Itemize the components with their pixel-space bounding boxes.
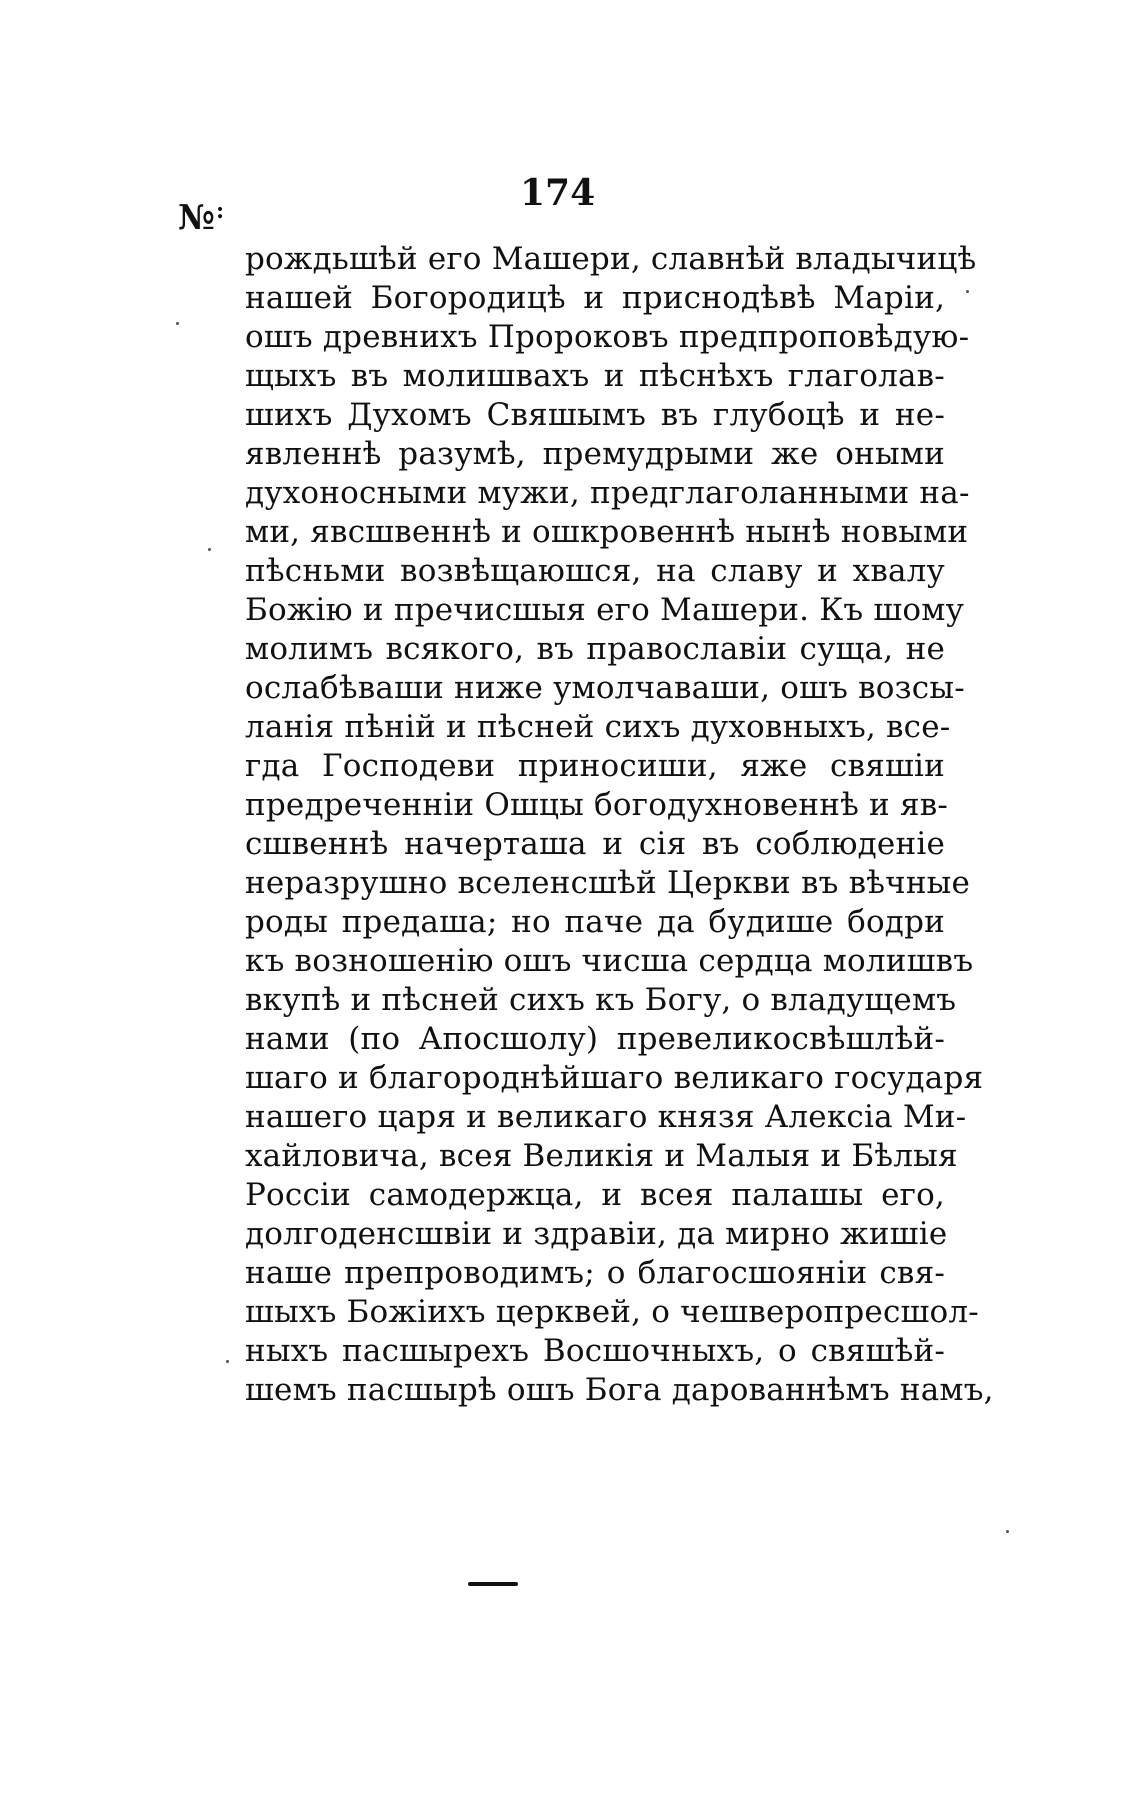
text-line: къ возношенію ошъ чисша сердца молишвъ	[245, 943, 974, 979]
scan-speck	[208, 548, 211, 551]
margin-number-sign: №:	[178, 198, 226, 238]
scan-speck	[966, 290, 969, 293]
page-number: 174	[520, 172, 596, 214]
text-line: вкупѣ и пѣсней сихъ къ Богу, о владущемъ	[245, 982, 957, 1018]
text-line: хайловича, всея Великія и Малыя и Бѣлыя	[245, 1138, 958, 1174]
body-text	[245, 240, 994, 1410]
end-rule	[468, 1582, 518, 1586]
text-line: явленнѣ разумѣ, премудрыми же оными	[245, 436, 945, 472]
text-line: шихъ Духомъ Свяшымъ въ глубоцѣ и не-	[245, 397, 945, 433]
text-line: щыхъ въ молишвахъ и пѣснѣхъ глаголав-	[245, 358, 945, 394]
text-line: ныхъ пасшырехъ Восшочныхъ, о свяшѣй-	[245, 1333, 945, 1369]
text-line: гда Господеви приносиши, яже свяшіи	[245, 748, 945, 784]
text-line: молимъ всякого, въ православіи суща, не	[245, 631, 945, 667]
text-line: наше препроводимъ; о благосшояніи свя-	[245, 1255, 945, 1291]
text-line: шыхъ Божіихъ церквей, о чешверопресшол-	[245, 1294, 979, 1330]
text-line: роды предаша; но паче да будише бодри	[245, 904, 945, 940]
text-line: ланія пѣній и пѣсней сихъ духовныхъ, все-	[245, 709, 951, 745]
text-line: ослабѣваши ниже умолчаваши, ошъ возсы-	[245, 670, 965, 706]
text-line: нами (по Апосшолу) превеликосвѣшлѣй-	[245, 1021, 945, 1057]
text-line: рождьшѣй его Машери, славнѣй владычицѣ	[245, 241, 977, 277]
text-line: шаго и благороднѣйшаго великаго государя	[245, 1060, 984, 1096]
text-line: нашего царя и великаго князя Алексіа Ми-	[245, 1099, 967, 1135]
text-line: шемъ пасшырѣ ошъ Бога дарованнѣмъ намъ,	[245, 1372, 994, 1408]
scan-speck	[226, 1360, 229, 1363]
text-line: ошъ древнихъ Пророковъ предпроповѣдую-	[245, 319, 970, 355]
text-line: ми, явсшвеннѣ и ошкровеннѣ нынѣ новыми	[245, 514, 969, 550]
text-line: Божію и пречисшыя его Машери. Къ шому	[245, 592, 965, 628]
text-line: неразрушно вселенсшѣй Церкви въ вѣчные	[245, 865, 971, 901]
scan-speck	[1006, 1530, 1009, 1533]
text-line: долгоденсшвіи и здравіи, да мирно жишіе	[245, 1216, 948, 1252]
text-line: пѣсньми возвѣщаюшся, на славу и хвалу	[245, 553, 945, 589]
text-line: нашей Богородицѣ и приснодѣвѣ Маріи,	[245, 280, 945, 316]
text-line: сшвеннѣ начерташа и сія въ соблюденіе	[245, 826, 945, 862]
text-line: Россіи самодержца, и всея палашы его,	[245, 1177, 945, 1213]
text-line: предреченніи Ошцы богодухновеннѣ и яв-	[245, 787, 949, 823]
scan-speck	[176, 322, 179, 325]
text-line: духоносными мужи, предглаголанными на-	[245, 475, 970, 511]
